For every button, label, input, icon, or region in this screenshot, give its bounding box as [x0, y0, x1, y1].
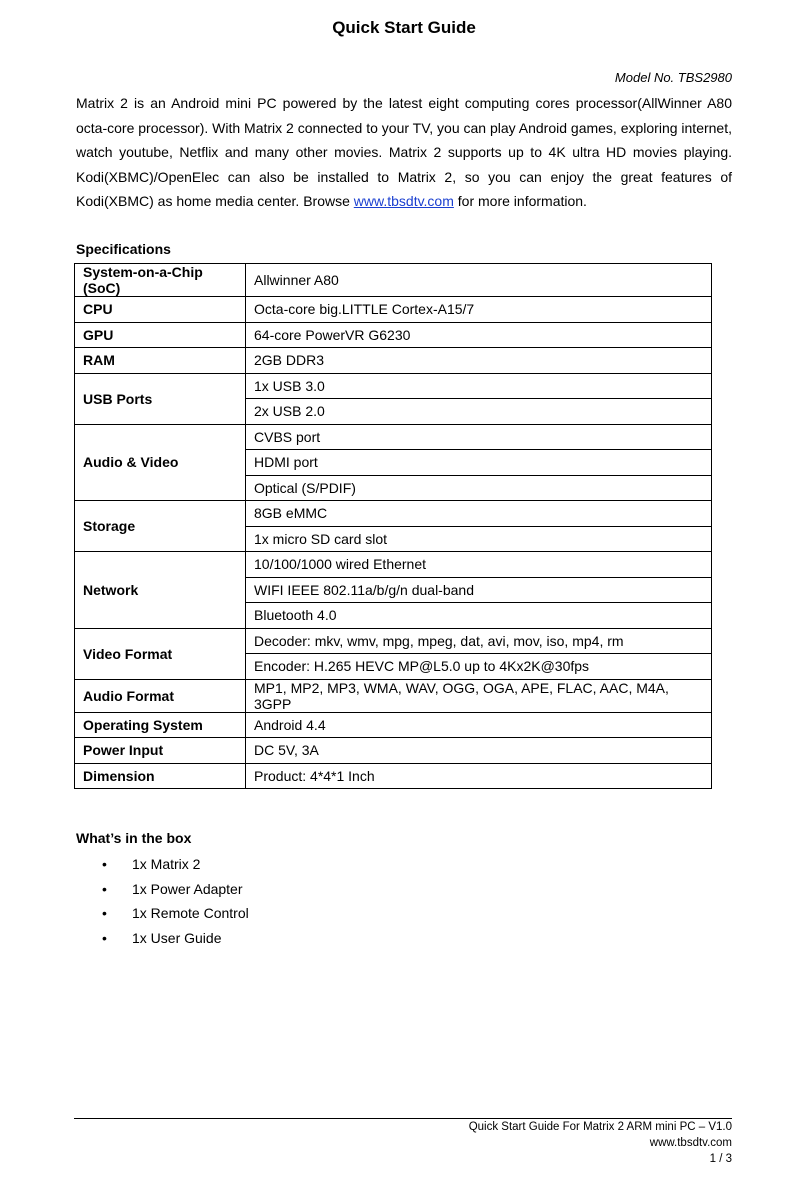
footer-document-title: Quick Start Guide For Matrix 2 ARM mini PC – V1.0	[468, 1121, 732, 1133]
spec-row	[75, 738, 712, 764]
spec-value: HDMI port	[246, 450, 712, 476]
spec-row	[75, 552, 712, 578]
spec-label: GPU	[75, 322, 246, 348]
website-link[interactable]: www.tbsdtv.com	[353, 193, 454, 210]
spec-label: USB Ports	[75, 373, 246, 424]
intro-text-before: Matrix 2 is an Android mini PC powered by the latest eight computing cores processor(AllWinner A80 octa-core processor). With Matrix 2 connected to your TV, you can play Android games, exploring internet, watch youtube, Netflix and many other movies. Matrix 2 supports up to 4K ultra HD movies playing. Kodi(XBMC)/OpenElec can also be installed to Matrix 2, so you can enjoy the great features of Kodi(XBMC) as home media center. Browse	[76, 95, 732, 210]
list-item	[76, 852, 249, 877]
footer-divider	[74, 1118, 732, 1119]
spec-value: Product: 4*4*1 Inch	[246, 763, 712, 789]
spec-value: DC 5V, 3A	[246, 738, 712, 764]
spec-value: Android 4.4	[246, 712, 712, 738]
spec-label: RAM	[75, 348, 246, 374]
spec-value: Optical (S/PDIF)	[246, 475, 712, 501]
spec-row	[75, 679, 712, 712]
list-item-text: 1x Matrix 2	[132, 856, 201, 872]
specifications-table-body	[75, 264, 712, 789]
spec-value: Encoder: H.265 HEVC MP@L5.0 up to 4Kx2K@30fps	[246, 654, 712, 680]
list-item	[76, 901, 249, 926]
spec-value: 1x USB 3.0	[246, 373, 712, 399]
page-title: Quick Start Guide	[332, 18, 476, 37]
spec-value: 2x USB 2.0	[246, 399, 712, 425]
spec-label: Audio Format	[75, 679, 246, 712]
bullet-icon: •	[102, 856, 107, 872]
list-item	[76, 926, 249, 951]
spec-row	[75, 628, 712, 654]
spec-label: Dimension	[75, 763, 246, 789]
spec-value: 2GB DDR3	[246, 348, 712, 374]
model-number: Model No. TBS2980	[614, 70, 732, 85]
spec-label: System-on-a-Chip (SoC)	[75, 264, 246, 297]
spec-label: Storage	[75, 501, 246, 552]
spec-value: Octa-core big.LITTLE Cortex-A15/7	[246, 297, 712, 323]
footer-website: www.tbsdtv.com	[649, 1137, 732, 1149]
spec-row	[75, 501, 712, 527]
spec-row	[75, 373, 712, 399]
spec-value: WIFI IEEE 802.11a/b/g/n dual-band	[246, 577, 712, 603]
spec-label: CPU	[75, 297, 246, 323]
bullet-icon: •	[102, 880, 107, 897]
bullet-icon: •	[102, 905, 107, 922]
spec-row	[75, 297, 712, 323]
box-contents-heading: What’s in the box	[76, 830, 192, 846]
list-item-text: 1x User Guide	[132, 929, 222, 946]
spec-label: Operating System	[75, 712, 246, 738]
spec-value: MP1, MP2, MP3, WMA, WAV, OGG, OGA, APE, FLAC, AAC, M4A, 3GPP	[246, 679, 712, 712]
spec-row	[75, 322, 712, 348]
spec-value: 8GB eMMC	[246, 501, 712, 527]
spec-row	[75, 424, 712, 450]
spec-row	[75, 264, 712, 297]
spec-label: Network	[75, 552, 246, 629]
list-item-text: 1x Remote Control	[132, 905, 249, 922]
spec-value: Allwinner A80	[246, 264, 712, 297]
spec-value: Decoder: mkv, wmv, mpg, mpeg, dat, avi, mov, iso, mp4, rm	[246, 628, 712, 654]
spec-value: CVBS port	[246, 424, 712, 450]
spec-label: Power Input	[75, 738, 246, 764]
spec-value: 10/100/1000 wired Ethernet	[246, 552, 712, 578]
spec-value: 1x micro SD card slot	[246, 526, 712, 552]
footer-page-number: 1 / 3	[709, 1153, 732, 1165]
spec-row	[75, 712, 712, 738]
intro-paragraph	[76, 91, 732, 214]
box-contents-list	[76, 852, 249, 950]
spec-value: Bluetooth 4.0	[246, 603, 712, 629]
spec-value: 64-core PowerVR G6230	[246, 322, 712, 348]
spec-label: Audio & Video	[75, 424, 246, 501]
specifications-table	[74, 263, 712, 789]
spec-row	[75, 763, 712, 789]
bullet-icon: •	[102, 929, 107, 946]
spec-label: Video Format	[75, 628, 246, 679]
intro-text-after: for more information.	[453, 193, 587, 210]
spec-row	[75, 348, 712, 374]
specifications-heading: Specifications	[76, 241, 171, 257]
list-item	[76, 877, 249, 902]
list-item-text: 1x Power Adapter	[132, 880, 243, 897]
